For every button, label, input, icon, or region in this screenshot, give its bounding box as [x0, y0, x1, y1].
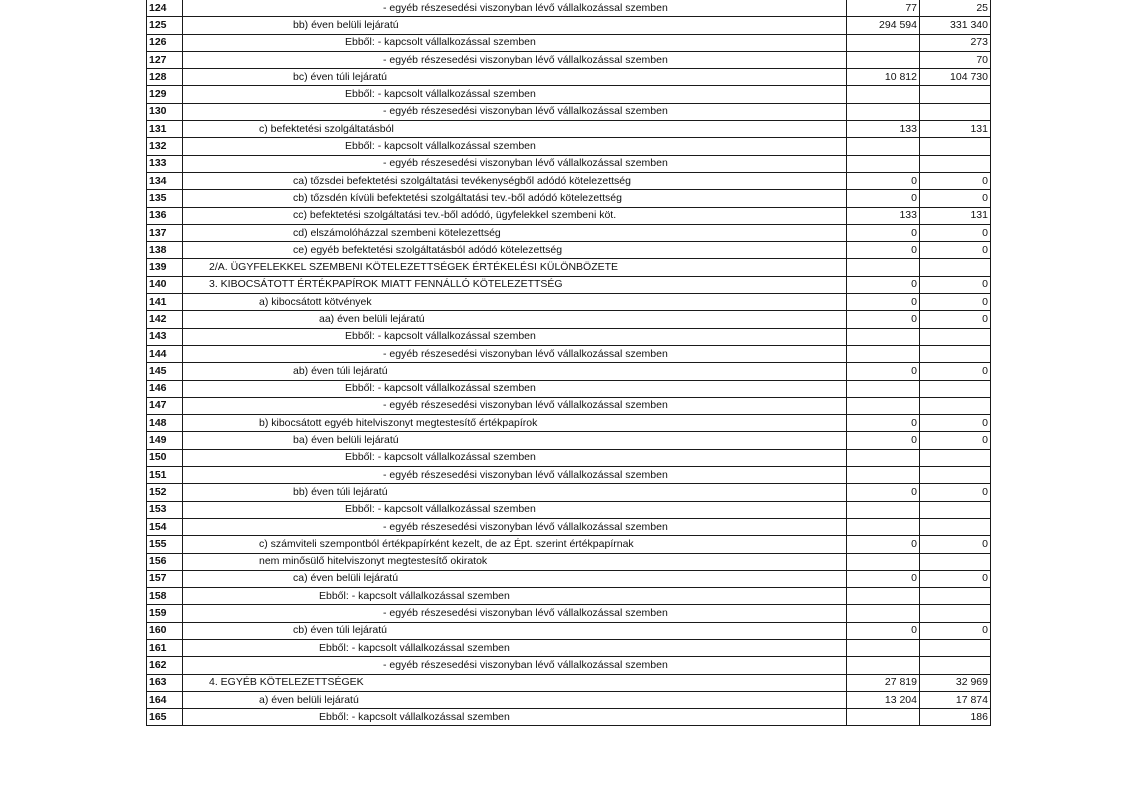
- value-previous-year: 0: [847, 311, 920, 328]
- row-number: 128: [147, 69, 183, 86]
- row-number: 131: [147, 121, 183, 138]
- table-row: [147, 138, 991, 155]
- row-number: 139: [147, 259, 183, 276]
- row-description-cell: [183, 553, 847, 570]
- row-description-cell: [183, 674, 847, 691]
- row-description: Ebből: - kapcsolt vállalkozással szemben: [345, 503, 536, 516]
- value-current-year: 104 730: [920, 69, 991, 86]
- row-number: 155: [147, 536, 183, 553]
- value-current-year: [920, 657, 991, 674]
- table-row: [147, 363, 991, 380]
- row-description-cell: [183, 588, 847, 605]
- row-description-cell: [183, 605, 847, 622]
- value-current-year: 0: [920, 172, 991, 189]
- table-row: [147, 691, 991, 708]
- row-description-cell: [183, 622, 847, 639]
- row-description-cell: [183, 709, 847, 726]
- value-current-year: [920, 605, 991, 622]
- row-description-cell: [183, 86, 847, 103]
- table-row: [147, 0, 991, 17]
- row-number: 134: [147, 172, 183, 189]
- row-description-cell: [183, 172, 847, 189]
- row-number: 141: [147, 294, 183, 311]
- row-description: Ebből: - kapcsolt vállalkozással szemben: [345, 382, 536, 395]
- value-current-year: [920, 380, 991, 397]
- value-previous-year: [847, 518, 920, 535]
- table-row: [147, 709, 991, 726]
- value-current-year: 131: [920, 121, 991, 138]
- row-description-cell: [183, 415, 847, 432]
- row-number: 140: [147, 276, 183, 293]
- row-description: Ebből: - kapcsolt vállalkozással szemben: [345, 88, 536, 101]
- value-previous-year: [847, 103, 920, 120]
- row-description-cell: [183, 467, 847, 484]
- table-row: [147, 605, 991, 622]
- row-number: 137: [147, 224, 183, 241]
- row-description: - egyéb részesedési viszonyban lévő vállalkozással szemben: [383, 399, 668, 412]
- row-description: 4. EGYÉB KÖTELEZETTSÉGEK: [209, 676, 364, 689]
- value-current-year: 0: [920, 242, 991, 259]
- value-current-year: [920, 501, 991, 518]
- value-current-year: 0: [920, 432, 991, 449]
- row-description-cell: [183, 449, 847, 466]
- row-number: 160: [147, 622, 183, 639]
- value-previous-year: 0: [847, 363, 920, 380]
- row-description: ba) éven belüli lejáratú: [293, 434, 399, 447]
- row-description-cell: [183, 397, 847, 414]
- table-row: [147, 345, 991, 362]
- value-current-year: [920, 155, 991, 172]
- row-description-cell: [183, 363, 847, 380]
- value-current-year: 186: [920, 709, 991, 726]
- value-previous-year: 0: [847, 294, 920, 311]
- row-description: - egyéb részesedési viszonyban lévő vállalkozással szemben: [383, 658, 668, 671]
- table-row: [147, 121, 991, 138]
- value-previous-year: [847, 553, 920, 570]
- value-previous-year: 133: [847, 121, 920, 138]
- value-previous-year: 27 819: [847, 674, 920, 691]
- row-description-cell: [183, 570, 847, 587]
- row-description-cell: [183, 138, 847, 155]
- table-row: [147, 380, 991, 397]
- value-current-year: 70: [920, 51, 991, 68]
- row-number: 124: [147, 0, 183, 17]
- value-previous-year: [847, 51, 920, 68]
- value-previous-year: [847, 328, 920, 345]
- table-row: [147, 51, 991, 68]
- value-current-year: [920, 328, 991, 345]
- table-row: [147, 17, 991, 34]
- table-row: [147, 484, 991, 501]
- row-number: 152: [147, 484, 183, 501]
- row-description-cell: [183, 657, 847, 674]
- table-row: [147, 103, 991, 120]
- row-description: - egyéb részesedési viszonyban lévő vállalkozással szemben: [383, 157, 668, 170]
- row-description: Ebből: - kapcsolt vállalkozással szemben: [345, 330, 536, 343]
- row-description-cell: [183, 17, 847, 34]
- row-number: 149: [147, 432, 183, 449]
- row-number: 146: [147, 380, 183, 397]
- table-row: [147, 432, 991, 449]
- value-current-year: 17 874: [920, 691, 991, 708]
- value-current-year: 25: [920, 0, 991, 17]
- row-description-cell: [183, 345, 847, 362]
- value-current-year: 0: [920, 622, 991, 639]
- row-description: cb) tőzsdén kívüli befektetési szolgáltatási tev.-ből adódó kötelezettség: [293, 191, 622, 204]
- row-description: bb) éven túli lejáratú: [293, 485, 388, 498]
- table-row: [147, 259, 991, 276]
- row-description: a) kibocsátott kötvények: [259, 295, 372, 308]
- value-current-year: [920, 103, 991, 120]
- row-number: 158: [147, 588, 183, 605]
- value-current-year: 0: [920, 190, 991, 207]
- row-description: a) éven belüli lejáratú: [259, 693, 359, 706]
- row-description: ce) egyéb befektetési szolgáltatásból adódó kötelezettség: [293, 243, 563, 256]
- table-row: [147, 639, 991, 656]
- row-description-cell: [183, 51, 847, 68]
- row-description: - egyéb részesedési viszonyban lévő vállalkozással szemben: [383, 53, 668, 66]
- row-number: 151: [147, 467, 183, 484]
- row-number: 144: [147, 345, 183, 362]
- value-previous-year: [847, 397, 920, 414]
- table-row: [147, 536, 991, 553]
- row-description: b) kibocsátott egyéb hitelviszonyt megtestesítő értékpapírok: [259, 416, 538, 429]
- row-number: 136: [147, 207, 183, 224]
- row-description-cell: [183, 311, 847, 328]
- row-number: 127: [147, 51, 183, 68]
- row-description: - egyéb részesedési viszonyban lévő vállalkozással szemben: [383, 347, 668, 360]
- table-row: [147, 397, 991, 414]
- row-number: 164: [147, 691, 183, 708]
- value-current-year: 331 340: [920, 17, 991, 34]
- row-description-cell: [183, 121, 847, 138]
- value-previous-year: 294 594: [847, 17, 920, 34]
- table-row: [147, 674, 991, 691]
- table-row: [147, 657, 991, 674]
- row-description: cc) befektetési szolgáltatási tev.-ből adódó, ügyfelekkel szembeni köt.: [293, 209, 617, 222]
- row-description-cell: [183, 691, 847, 708]
- table-row: [147, 415, 991, 432]
- table-row: [147, 501, 991, 518]
- row-description-cell: [183, 69, 847, 86]
- row-description-cell: [183, 639, 847, 656]
- table-row: [147, 588, 991, 605]
- row-description-cell: [183, 224, 847, 241]
- row-description: Ebből: - kapcsolt vállalkozással szemben: [345, 36, 536, 49]
- row-description: ab) éven túli lejáratú: [293, 364, 388, 377]
- value-current-year: [920, 138, 991, 155]
- row-number: 145: [147, 363, 183, 380]
- row-number: 159: [147, 605, 183, 622]
- value-previous-year: 0: [847, 622, 920, 639]
- value-current-year: 0: [920, 570, 991, 587]
- value-previous-year: [847, 639, 920, 656]
- row-description: nem minősülő hitelviszonyt megtestesítő okiratok: [259, 555, 488, 568]
- table-row: [147, 518, 991, 535]
- value-previous-year: 0: [847, 570, 920, 587]
- row-description: c) befektetési szolgáltatásból: [259, 122, 394, 135]
- row-number: 130: [147, 103, 183, 120]
- table-row: [147, 294, 991, 311]
- row-description: Ebből: - kapcsolt vállalkozással szemben: [345, 140, 536, 153]
- row-number: 156: [147, 553, 183, 570]
- row-description-cell: [183, 0, 847, 17]
- value-previous-year: [847, 345, 920, 362]
- balance-sheet-page: [146, 0, 990, 726]
- value-previous-year: 0: [847, 276, 920, 293]
- table-row: [147, 224, 991, 241]
- table-row: [147, 155, 991, 172]
- value-previous-year: [847, 449, 920, 466]
- value-previous-year: 13 204: [847, 691, 920, 708]
- table-row: [147, 328, 991, 345]
- row-description: 2/A. ÜGYFELEKKEL SZEMBENI KÖTELEZETTSÉGEK ÉRTÉKELÉSI KÜLÖNBÖZETE: [209, 261, 619, 274]
- table-body: [147, 0, 991, 726]
- row-description-cell: [183, 103, 847, 120]
- row-description: aa) éven belüli lejáratú: [319, 312, 425, 325]
- row-number: 163: [147, 674, 183, 691]
- row-number: 165: [147, 709, 183, 726]
- row-number: 143: [147, 328, 183, 345]
- value-current-year: 0: [920, 363, 991, 380]
- row-number: 157: [147, 570, 183, 587]
- value-previous-year: 0: [847, 172, 920, 189]
- row-description: - egyéb részesedési viszonyban lévő vállalkozással szemben: [383, 105, 668, 118]
- value-current-year: [920, 588, 991, 605]
- row-description-cell: [183, 380, 847, 397]
- row-number: 138: [147, 242, 183, 259]
- row-description: cb) éven túli lejáratú: [293, 624, 387, 637]
- row-description-cell: [183, 536, 847, 553]
- value-current-year: [920, 553, 991, 570]
- value-previous-year: 0: [847, 484, 920, 501]
- value-previous-year: [847, 86, 920, 103]
- row-description: ca) tőzsdei befektetési szolgáltatási tevékenységből adódó kötelezettség: [293, 174, 631, 187]
- row-description-cell: [183, 242, 847, 259]
- value-previous-year: [847, 605, 920, 622]
- row-description-cell: [183, 432, 847, 449]
- row-number: 132: [147, 138, 183, 155]
- row-description: - egyéb részesedési viszonyban lévő vállalkozással szemben: [383, 468, 668, 481]
- table-row: [147, 242, 991, 259]
- row-number: 147: [147, 397, 183, 414]
- value-current-year: 0: [920, 294, 991, 311]
- liabilities-table: [146, 0, 991, 726]
- value-current-year: [920, 259, 991, 276]
- table-row: [147, 467, 991, 484]
- row-description-cell: [183, 34, 847, 51]
- value-previous-year: 0: [847, 224, 920, 241]
- table-row: [147, 190, 991, 207]
- value-current-year: [920, 397, 991, 414]
- value-current-year: 0: [920, 536, 991, 553]
- row-number: 153: [147, 501, 183, 518]
- row-number: 126: [147, 34, 183, 51]
- value-previous-year: 0: [847, 190, 920, 207]
- row-description-cell: [183, 328, 847, 345]
- row-description: c) számviteli szempontból értékpapírként kezelt, de az Épt. szerint értékpapírnak: [259, 537, 634, 550]
- value-current-year: 0: [920, 276, 991, 293]
- value-previous-year: [847, 709, 920, 726]
- table-row: [147, 86, 991, 103]
- row-number: 150: [147, 449, 183, 466]
- value-current-year: [920, 345, 991, 362]
- value-previous-year: [847, 501, 920, 518]
- value-current-year: [920, 449, 991, 466]
- value-previous-year: 10 812: [847, 69, 920, 86]
- value-previous-year: [847, 657, 920, 674]
- value-previous-year: 77: [847, 0, 920, 17]
- value-previous-year: [847, 467, 920, 484]
- row-description: 3. KIBOCSÁTOTT ÉRTÉKPAPÍROK MIATT FENNÁLLÓ KÖTELEZETTSÉG: [209, 278, 563, 291]
- row-number: 161: [147, 639, 183, 656]
- value-previous-year: [847, 588, 920, 605]
- row-number: 129: [147, 86, 183, 103]
- row-number: 148: [147, 415, 183, 432]
- table-row: [147, 311, 991, 328]
- value-previous-year: [847, 138, 920, 155]
- value-current-year: 0: [920, 224, 991, 241]
- row-number: 142: [147, 311, 183, 328]
- table-row: [147, 34, 991, 51]
- value-previous-year: [847, 380, 920, 397]
- table-row: [147, 570, 991, 587]
- row-description: Ebből: - kapcsolt vállalkozással szemben: [345, 451, 536, 464]
- table-row: [147, 553, 991, 570]
- row-description-cell: [183, 259, 847, 276]
- row-number: 154: [147, 518, 183, 535]
- value-previous-year: 0: [847, 536, 920, 553]
- value-current-year: [920, 467, 991, 484]
- row-number: 135: [147, 190, 183, 207]
- row-description: Ebből: - kapcsolt vállalkozással szemben: [319, 710, 510, 723]
- value-previous-year: [847, 34, 920, 51]
- row-description: Ebből: - kapcsolt vállalkozással szemben: [319, 641, 510, 654]
- row-description-cell: [183, 501, 847, 518]
- row-description-cell: [183, 484, 847, 501]
- table-row: [147, 622, 991, 639]
- value-current-year: 0: [920, 415, 991, 432]
- value-previous-year: 133: [847, 207, 920, 224]
- value-previous-year: [847, 155, 920, 172]
- table-row: [147, 449, 991, 466]
- value-current-year: 0: [920, 311, 991, 328]
- value-current-year: 32 969: [920, 674, 991, 691]
- value-current-year: [920, 86, 991, 103]
- row-description: - egyéb részesedési viszonyban lévő vállalkozással szemben: [383, 607, 668, 620]
- row-description-cell: [183, 276, 847, 293]
- table-row: [147, 69, 991, 86]
- row-description: ca) éven belüli lejáratú: [293, 572, 399, 585]
- row-number: 162: [147, 657, 183, 674]
- row-description-cell: [183, 518, 847, 535]
- value-previous-year: 0: [847, 415, 920, 432]
- table-row: [147, 172, 991, 189]
- row-description: bb) éven belüli lejáratú: [293, 18, 399, 31]
- value-current-year: [920, 639, 991, 656]
- row-description: Ebből: - kapcsolt vállalkozással szemben: [319, 589, 510, 602]
- value-previous-year: [847, 259, 920, 276]
- row-description: - egyéb részesedési viszonyban lévő vállalkozással szemben: [383, 520, 668, 533]
- table-row: [147, 276, 991, 293]
- row-description-cell: [183, 207, 847, 224]
- row-description: - egyéb részesedési viszonyban lévő vállalkozással szemben: [383, 1, 668, 14]
- row-description-cell: [183, 190, 847, 207]
- value-current-year: [920, 518, 991, 535]
- value-previous-year: 0: [847, 432, 920, 449]
- row-description-cell: [183, 294, 847, 311]
- value-current-year: 131: [920, 207, 991, 224]
- value-previous-year: 0: [847, 242, 920, 259]
- row-number: 133: [147, 155, 183, 172]
- row-number: 125: [147, 17, 183, 34]
- value-current-year: 0: [920, 484, 991, 501]
- row-description: cd) elszámolóházzal szembeni kötelezettség: [293, 226, 501, 239]
- table-row: [147, 207, 991, 224]
- row-description: bc) éven túli lejáratú: [293, 70, 387, 83]
- row-description-cell: [183, 155, 847, 172]
- value-current-year: 273: [920, 34, 991, 51]
